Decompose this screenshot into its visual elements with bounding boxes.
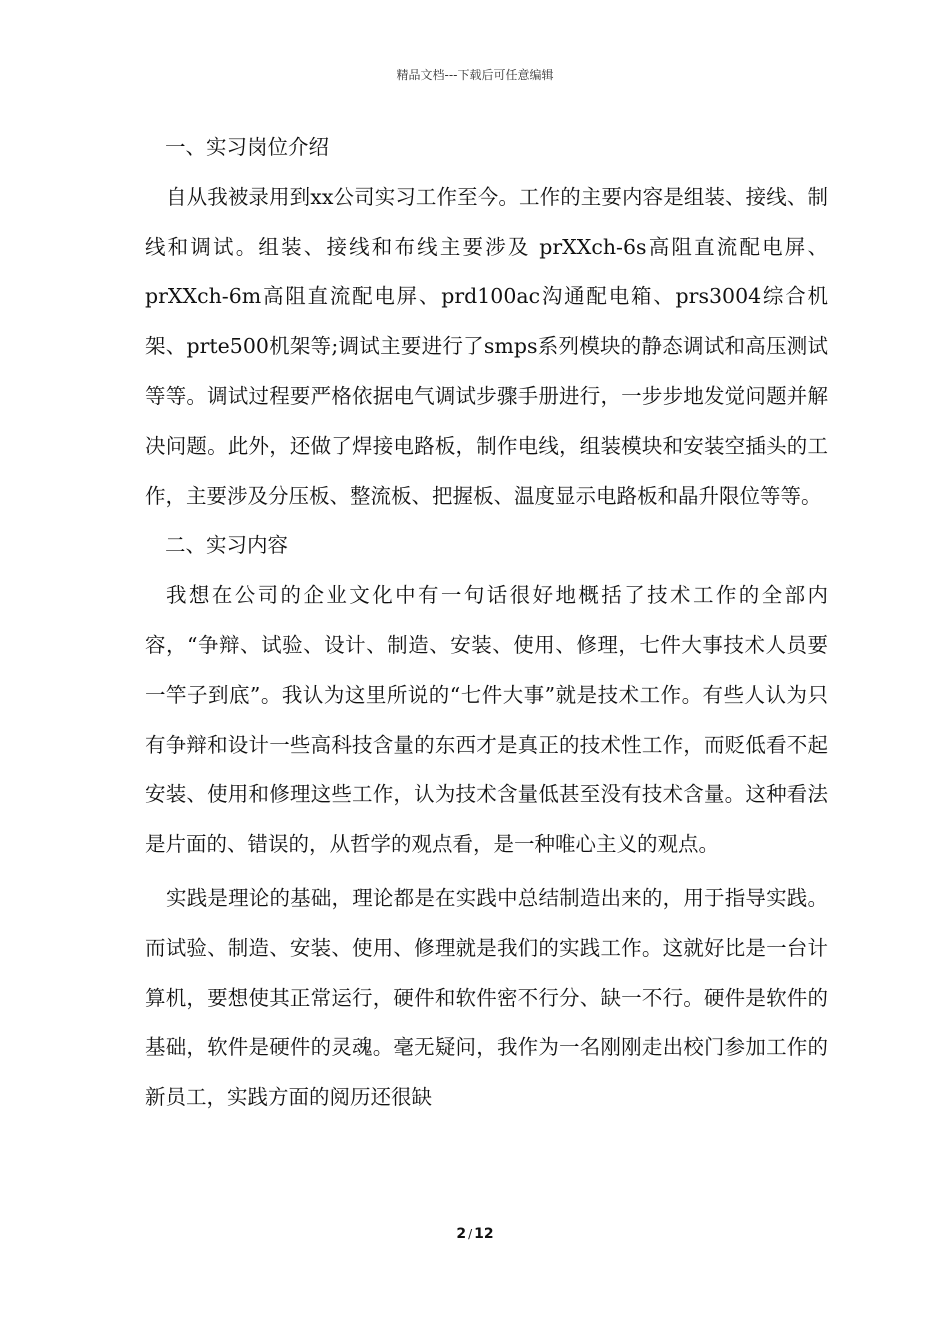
paragraph-corporate-culture: 我想在公司的企业文化中有一句话很好地概括了技术工作的全部内容，“争辩、试验、设计、制造、安装、使用、修理，七件大事技术人员要一竿子到底”。我认为这里所说的“七件大事”就是技术工作。有些人认为只有争辩和设计一些高科技含量的东西才是真正的技术性工作，而贬低看不起安装、使用和修理这些工作，认为技术含量低甚至没有技术含量。这种看法是片面的、错误的，从哲学的观点看，是一种唯心主义的观点。 <box>145 583 828 857</box>
paragraph-position-description: 自从我被录用到xx公司实习工作至今。工作的主要内容是组装、接线、制线和调试。组装、接线和布线主要涉及 prXXch-6s高阻直流配电屏、prXXch-6m高阻直流配电屏、prd100ac沟通配电箱、prs3004综合机架、prte500机架等;调试主要进行了smps系列模块的静态调试和高压测试 等等。调试过程要严格依据电气调试步骤手册进行，一步步地发觉问题并解决问题。此外，还做了焊接电路板，制作电线，组装模块和安装空插头的工作，主要涉及分压板、整流板、把握板、温度显示电路板和晶升限位等等。 <box>145 184 828 508</box>
page-header: 精品文档---下载后可任意编辑 <box>396 68 554 82</box>
document-body <box>145 123 828 1123</box>
section-heading-internship-content: 二、实习内容 <box>165 533 288 558</box>
total-page-count: 12 <box>474 1226 494 1242</box>
section-heading-internship-position: 一、实习岗位介绍 <box>165 135 329 159</box>
page-number <box>0 1226 950 1242</box>
page-separator: / <box>468 1227 473 1241</box>
paragraph-practice-theory: 实践是理论的基础，理论都是在实践中总结制造出来的，用于指导实践。而试验、制造、安装、使用、修理就是我们的实践工作。这就好比是一台计算机，要想使其正常运行，硬件和软件密不行分、缺一不行。硬件是软件的基础，软件是硬件的灵魂。毫无疑问，我作为一名刚刚走出校门参加工作的新员工，实践方面的阅历还很缺 <box>145 885 828 1110</box>
current-page-number: 2 <box>456 1226 467 1242</box>
